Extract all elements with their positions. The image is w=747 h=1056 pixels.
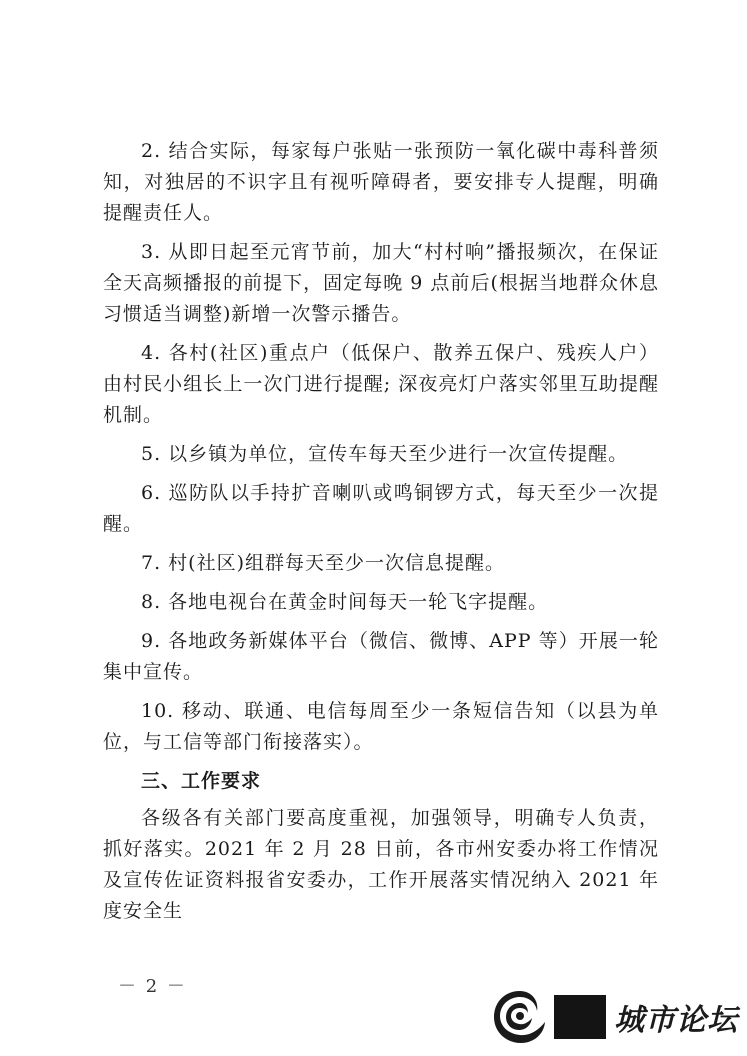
section-heading: 三、工作要求 <box>141 770 262 792</box>
closing-paragraph: 各级各有关部门要高度重视，加强领导，明确专人负责，抓好落实。2021 年 2 月 28 日前，各市州安委办将工作情况及宣传佐证资料报省安委办，工作开展落实情况纳入 2021 年度安全生 <box>103 807 659 922</box>
paragraph-item-8: 8. 各地电视台在黄金时间每天一轮飞字提醒。 <box>141 591 549 613</box>
paragraph-item-9: 9. 各地政务新媒体平台（微信、微博、APP 等）开展一轮集中宣传。 <box>103 630 659 683</box>
paragraph-item-3: 3. 从即日起至元宵节前，加大“村村响”播报频次，在保证全天高频播报的前提下，固定每晚 9 点前后(根据当地群众休息习惯适当调整)新增一次警示播告。 <box>103 241 659 325</box>
document-body <box>103 136 659 927</box>
paragraph-item-5: 5. 以乡镇为单位，宣传车每天至少进行一次宣传提醒。 <box>141 443 629 465</box>
redaction-block <box>554 995 606 1039</box>
paragraph-item-6: 6. 巡防队以手持扩音喇叭或鸣铜锣方式，每天至少一次提醒。 <box>103 482 659 535</box>
paragraph-item-4: 4. 各村(社区)重点户（低保户、散养五保户、残疾人户）由村民小组长上一次门进行提醒; 深夜亮灯户落实邻里互助提醒机制。 <box>103 342 659 426</box>
paragraph-item-2: 2. 结合实际，每家每户张贴一张预防一氧化碳中毒科普须知，对独居的不识字且有视听障碍者，要安排专人提醒，明确提醒责任人。 <box>103 140 659 224</box>
watermark-text: 城市论坛 <box>614 1003 738 1038</box>
forum-watermark <box>490 984 742 1050</box>
paragraph-item-7: 7. 村(社区)组群每天至少一次信息提醒。 <box>141 552 505 574</box>
swirl-logo-icon <box>490 987 550 1047</box>
page-number: － 2 － <box>118 976 187 997</box>
paragraph-item-10: 10. 移动、联通、电信每周至少一条短信告知（以县为单位，与工信等部门衔接落实）。 <box>103 700 659 753</box>
